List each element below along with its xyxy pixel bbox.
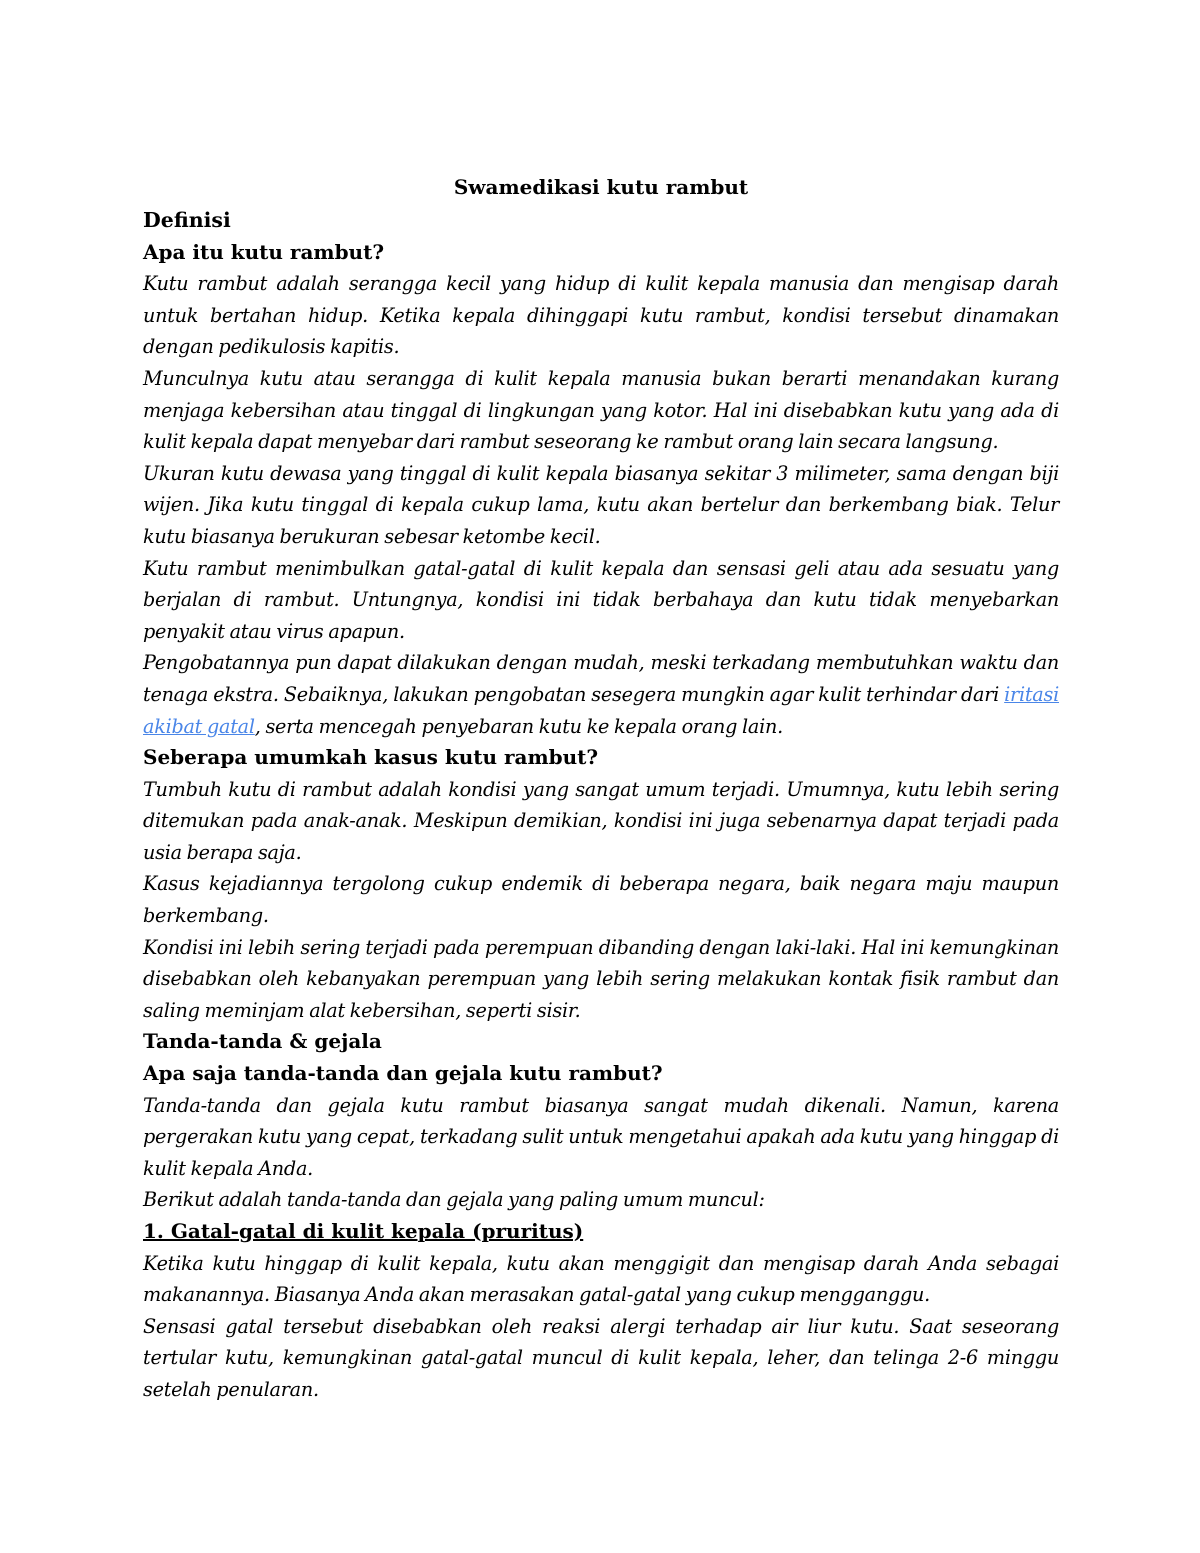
section-heading-definisi: Definisi [143, 208, 231, 232]
paragraph-10: Berikut adalah tanda-tanda dan gejala yang paling umum muncul: [143, 1188, 765, 1212]
paragraph-6: Tumbuh kutu di rambut adalah kondisi yang sangat umum terjadi. Umumnya, kutu lebih sering ditemukan pada anak-anak. Meskipun demikian, kondisi ini juga sebenarnya dapat terjadi pada usia berapa saja. [143, 777, 1059, 864]
paragraph-2: Munculnya kutu atau serangga di kulit kepala manusia bukan berarti menandakan kurang menjaga kebersihan atau tinggal di lingkungan yang kotor. Hal ini disebabkan kutu yang ada di kulit kepala dapat menyebar dari rambut seseorang ke rambut orang lain secara langsung. [143, 366, 1059, 454]
paragraph-7: Kasus kejadiannya tergolong cukup endemik di beberapa negara, baik negara maju maupun berkembang. [143, 872, 1059, 928]
iritasi-link[interactable]: iritasi akibat gatal [143, 682, 1059, 738]
paragraph-4: Kutu rambut menimbulkan gatal-gatal di kulit kepala dan sensasi geli atau ada sesuatu yang berjalan di rambut. Untungnya, kondisi ini tidak berbahaya dan kutu tidak menyebarkan penyakit atau virus apapun. [143, 556, 1059, 643]
question-heading-seberapa-umum: Seberapa umumkah kasus kutu rambut? [143, 745, 599, 770]
item-heading-gatal: 1. Gatal-gatal di kulit kepala (pruritus) [143, 1219, 584, 1243]
question-heading-apa-itu: Apa itu kutu rambut? [143, 239, 385, 264]
paragraph-8: Kondisi ini lebih sering terjadi pada perempuan dibanding dengan laki-laki. Hal ini kemungkinan disebabkan oleh kebanyakan perempuan yang lebih sering melakukan kontak fisik rambut dan saling meminjam alat kebersihan, seperti sisir. [143, 935, 1059, 1022]
paragraph-5 [143, 647, 1059, 742]
paragraph-1: Kutu rambut adalah serangga kecil yang hidup di kulit kepala manusia dan mengisap darah untuk bertahan hidup. Ketika kepala dihinggapi kutu rambut, kondisi tersebut dinamakan dengan pedikulosis kapitis. [143, 272, 1059, 359]
paragraph-5-text-before: Pengobatannya pun dapat dilakukan dengan mudah, meski terkadang membutuhkan waktu dan tenaga ekstra. Sebaiknya, lakukan pengobatan sesegera mungkin agar kulit terhindar dari [143, 651, 1059, 706]
paragraph-12: Sensasi gatal tersebut disebabkan oleh reaksi alergi terhadap air liur kutu. Saat seseorang tertular kutu, kemungkinan gatal-gatal muncul di kulit kepala, leher, dan telinga 2-6 minggu setelah penularan. [143, 1314, 1059, 1401]
paragraph-11: Ketika kutu hinggap di kulit kepala, kutu akan menggigit dan mengisap darah Anda sebagai makanannya. Biasanya Anda akan merasakan gatal-gatal yang cukup mengganggu. [143, 1251, 1059, 1307]
paragraph-5-text-after: , serta mencegah penyebaran kutu ke kepala orang lain. [254, 714, 783, 738]
document-page [143, 172, 1059, 1406]
section-heading-tanda-gejala: Tanda-tanda & gejala [143, 1029, 382, 1054]
paragraph-3: Ukuran kutu dewasa yang tinggal di kulit kepala biasanya sekitar 3 milimeter, sama dengan biji wijen. Jika kutu tinggal di kepala cukup lama, kutu akan bertelur dan berkembang biak. Telur kutu biasanya berukuran sebesar ketombe kecil. [143, 461, 1059, 548]
question-heading-apa-saja: Apa saja tanda-tanda dan gejala kutu rambut? [143, 1061, 663, 1086]
document-title: Swamedikasi kutu rambut [453, 175, 749, 199]
paragraph-9: Tanda-tanda dan gejala kutu rambut biasanya sangat mudah dikenali. Namun, karena pergerakan kutu yang cepat, terkadang sulit untuk mengetahui apakah ada kutu yang hinggap di kulit kepala Anda. [143, 1093, 1059, 1180]
